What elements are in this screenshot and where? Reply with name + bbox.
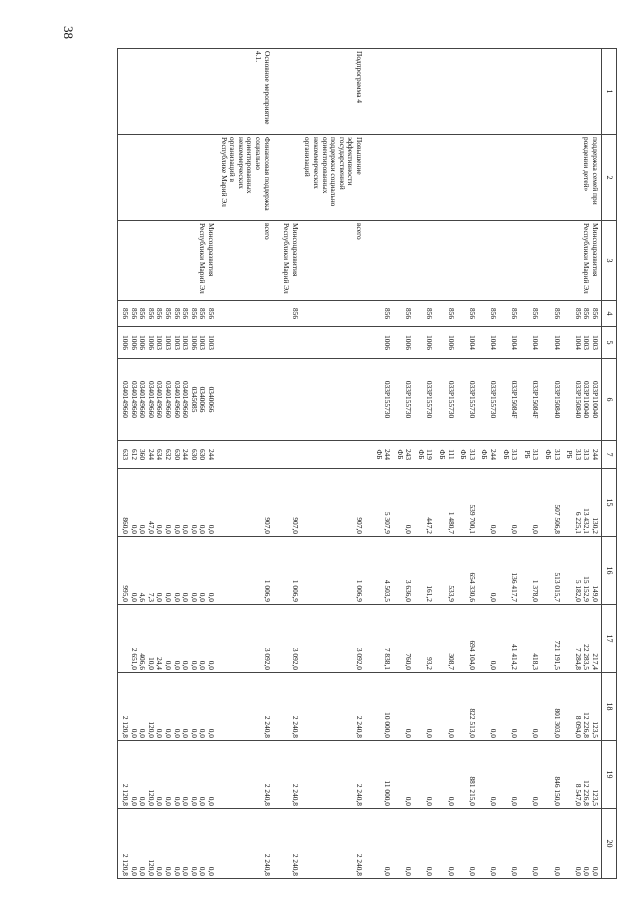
page-number: 38 [61, 26, 76, 39]
cell-20: 0,0 [520, 809, 541, 879]
cell-5: 1004 [499, 327, 520, 359]
cell-19: 846 150,0 [541, 741, 562, 809]
cell-6: 033Р15084F [499, 359, 520, 441]
cell-4: 856 [372, 301, 393, 327]
cell-6: 0340066 0340066 0345085 0340149660 0340149660 0340149660 0340149660 0340149660 0340149660 0340149660 0340149660 [118, 359, 217, 441]
cell-5: 1006 [393, 327, 414, 359]
column-header-17: 17 [602, 605, 617, 673]
cell-name [541, 135, 562, 221]
cell-name [280, 135, 301, 221]
cell-status [541, 49, 562, 135]
cell-5 [280, 327, 301, 359]
cell-17: 3 092,0 [217, 605, 280, 673]
cell-7: 119 ФБ [414, 441, 435, 469]
cell-20: 2 240,8 [217, 809, 280, 879]
column-header-20: 20 [602, 809, 617, 879]
cell-18: 0,0 [414, 673, 435, 741]
cell-status [393, 49, 414, 135]
table-row [457, 49, 478, 879]
cell-16: 533,9 [436, 537, 457, 605]
cell-name [499, 135, 520, 221]
cell-16: 161,2 [414, 537, 435, 605]
cell-4: 856 [499, 301, 520, 327]
cell-name [457, 135, 478, 221]
cell-status: Подпрограмма 4 [301, 49, 372, 135]
cell-17: 3 092,0 [301, 605, 372, 673]
cell-5 [217, 327, 280, 359]
cell-4: 856 [520, 301, 541, 327]
column-header-7: 7 [602, 441, 617, 469]
cell-6: 033Р15084F [520, 359, 541, 441]
cell-20: 2 240,8 [301, 809, 372, 879]
cell-4: 856 856 856 [563, 301, 602, 327]
cell-5: 1006 [414, 327, 435, 359]
cell-7 [301, 441, 372, 469]
cell-executor [520, 221, 541, 301]
cell-status [457, 49, 478, 135]
table-row [118, 49, 217, 879]
cell-7: 244 630 630 244 630 632 634 244 360 612 633 [118, 441, 217, 469]
cell-15: 507 506,8 [541, 469, 562, 537]
cell-status [520, 49, 541, 135]
cell-16: 149,0 15 152,9 5 182,0 [563, 537, 602, 605]
column-header-19: 19 [602, 741, 617, 809]
cell-18: 0,0 [478, 673, 499, 741]
cell-name: Повышение эффективности государственной поддержки социально ориентированных некоммерческих организаций [301, 135, 372, 221]
cell-executor [414, 221, 435, 301]
cell-15: 0,0 [393, 469, 414, 537]
cell-5: 1006 [372, 327, 393, 359]
cell-status [499, 49, 520, 135]
cell-5: 1004 [478, 327, 499, 359]
cell-18: 123,5 12 226,8 8 094,0 [563, 673, 602, 741]
cell-5 [301, 327, 372, 359]
cell-17: 0,0 0,0 0,0 0,0 0,0 0,0 24,4 10,0 406,6 2 651,0 [118, 605, 217, 673]
cell-4: 856 [414, 301, 435, 327]
cell-7: 244 313 313 РБ [563, 441, 602, 469]
cell-17: 760,0 [393, 605, 414, 673]
column-header-15: 15 [602, 469, 617, 537]
cell-6: 033Р155730 [414, 359, 435, 441]
cell-20: 0,0 0,0 0,0 [563, 809, 602, 879]
cell-18: 801 303,0 [541, 673, 562, 741]
cell-16: 4 503,5 [372, 537, 393, 605]
cell-15: 447,2 [414, 469, 435, 537]
cell-18: 2 240,8 [301, 673, 372, 741]
cell-16: 654 330,6 [457, 537, 478, 605]
cell-4: 856 [280, 301, 301, 327]
cell-executor: Минсоцразвития Республики Марий Эл [563, 221, 602, 301]
cell-20: 0,0 [541, 809, 562, 879]
cell-7 [217, 441, 280, 469]
cell-4: 856 [393, 301, 414, 327]
cell-17: 418,3 [520, 605, 541, 673]
cell-executor: всего [217, 221, 280, 301]
cell-executor [393, 221, 414, 301]
cell-executor [499, 221, 520, 301]
cell-19: 2 240,8 [280, 741, 301, 809]
cell-name: Финансовая поддержка социально ориентированных некоммерческих организаций в Республике Марий Эл [217, 135, 280, 221]
cell-17: 7 838,1 [372, 605, 393, 673]
cell-20: 0,0 [372, 809, 393, 879]
cell-20: 0,0 [499, 809, 520, 879]
cell-15: 0,0 [499, 469, 520, 537]
cell-name [118, 135, 217, 221]
cell-20: 0,0 [436, 809, 457, 879]
cell-7: 244 ФБ [478, 441, 499, 469]
cell-17: 217,4 22 283,5 7 284,8 [563, 605, 602, 673]
cell-20: 0,0 0,0 0,0 0,0 0,0 0,0 0,0 120,0 0,0 0,0 2 120,8 [118, 809, 217, 879]
table-row [520, 49, 541, 879]
column-header-6: 6 [602, 359, 617, 441]
cell-status [436, 49, 457, 135]
cell-name [372, 135, 393, 221]
cell-name [478, 135, 499, 221]
cell-status [478, 49, 499, 135]
cell-18: 0,0 [436, 673, 457, 741]
cell-19: 0,0 [393, 741, 414, 809]
cell-16: 1 006,9 [301, 537, 372, 605]
cell-18: 10 000,0 [372, 673, 393, 741]
column-header-18: 18 [602, 673, 617, 741]
cell-16: 513 015,7 [541, 537, 562, 605]
cell-5: 1003 1003 1006 1003 1003 1003 1003 1006 1006 1006 1006 [118, 327, 217, 359]
cell-15: 0,0 [478, 469, 499, 537]
cell-17: 308,7 [436, 605, 457, 673]
cell-16: 0,0 0,0 0,0 0,0 0,0 0,0 0,0 7,3 4,6 0,0 995,0 [118, 537, 217, 605]
cell-5: 1004 [457, 327, 478, 359]
column-header-1: 1 [602, 49, 617, 135]
cell-18: 822 513,0 [457, 673, 478, 741]
column-header-2: 2 [602, 135, 617, 221]
cell-6 [301, 359, 372, 441]
cell-19: 0,0 [478, 741, 499, 809]
cell-7: 244 ФБ [372, 441, 393, 469]
cell-20: 0,0 [457, 809, 478, 879]
cell-20: 0,0 [393, 809, 414, 879]
table-body [118, 49, 602, 879]
table-row [393, 49, 414, 879]
cell-15: 1 480,7 [436, 469, 457, 537]
cell-name: поддержка семей при рождении детей» [563, 135, 602, 221]
cell-5: 1006 [436, 327, 457, 359]
cell-17: 694 104,0 [457, 605, 478, 673]
cell-6 [280, 359, 301, 441]
cell-4: 856 [457, 301, 478, 327]
cell-4: 856 [541, 301, 562, 327]
cell-20: 2 240,8 [280, 809, 301, 879]
cell-6 [217, 359, 280, 441]
table-row [217, 49, 280, 879]
cell-status [280, 49, 301, 135]
table-row [280, 49, 301, 879]
column-header-row [602, 49, 617, 879]
cell-20: 0,0 [478, 809, 499, 879]
cell-7: 313 РБ [520, 441, 541, 469]
cell-19: 2 240,8 [301, 741, 372, 809]
cell-19: 881 215,0 [457, 741, 478, 809]
table-row [541, 49, 562, 879]
cell-6: 033Р150840 [541, 359, 562, 441]
cell-executor [478, 221, 499, 301]
cell-20: 0,0 [414, 809, 435, 879]
cell-4: 856 [478, 301, 499, 327]
cell-executor [541, 221, 562, 301]
cell-16: 1 006,9 [280, 537, 301, 605]
cell-name [520, 135, 541, 221]
cell-17: 93,2 [414, 605, 435, 673]
cell-executor [436, 221, 457, 301]
column-header-3: 3 [602, 221, 617, 301]
cell-6: 033Р155730 [393, 359, 414, 441]
cell-15: 5 307,9 [372, 469, 393, 537]
table-row [478, 49, 499, 879]
cell-7: 111 ФБ [436, 441, 457, 469]
cell-15: 907,0 [217, 469, 280, 537]
table-row [301, 49, 372, 879]
budget-table [118, 48, 618, 879]
cell-4 [217, 301, 280, 327]
cell-status [563, 49, 602, 135]
cell-7: 313 ФБ [541, 441, 562, 469]
cell-19: 0,0 [436, 741, 457, 809]
cell-17: 0,0 [478, 605, 499, 673]
cell-executor [457, 221, 478, 301]
cell-18: 2 240,8 [280, 673, 301, 741]
column-header-16: 16 [602, 537, 617, 605]
cell-6: 033Р110040 033Р110040 033Р150840 [563, 359, 602, 441]
budget-table-sheet [117, 48, 617, 878]
table-row [372, 49, 393, 879]
table-row [414, 49, 435, 879]
cell-15: 539 700,1 [457, 469, 478, 537]
cell-6: 033Р155730 [436, 359, 457, 441]
cell-6: 033Р155730 [457, 359, 478, 441]
cell-4: 856 [436, 301, 457, 327]
cell-executor [372, 221, 393, 301]
cell-7 [280, 441, 301, 469]
cell-19: 0,0 [414, 741, 435, 809]
cell-18: 0,0 [499, 673, 520, 741]
cell-7: 313 ФБ [499, 441, 520, 469]
cell-executor: Минсоцразвития Республики Марий Эл [280, 221, 301, 301]
cell-19: 0,0 0,0 0,0 0,0 0,0 0,0 0,0 120,0 0,0 0,0 2 120,8 [118, 741, 217, 809]
cell-15: 0,0 [520, 469, 541, 537]
cell-name [414, 135, 435, 221]
cell-19: 2 240,8 [217, 741, 280, 809]
cell-18: 0,0 [393, 673, 414, 741]
cell-19: 123,5 12 226,8 8 547,0 [563, 741, 602, 809]
cell-status [118, 49, 217, 135]
cell-executor: Минсоцразвития Республики Марий Эл [118, 221, 217, 301]
cell-name [436, 135, 457, 221]
cell-16: 3 636,0 [393, 537, 414, 605]
cell-16: 136 417,7 [499, 537, 520, 605]
cell-4: 856 856 856 856 856 856 856 856 856 856 856 [118, 301, 217, 327]
cell-19: 11 000,0 [372, 741, 393, 809]
cell-5: 1004 [541, 327, 562, 359]
cell-19: 0,0 [499, 741, 520, 809]
table-row [499, 49, 520, 879]
cell-16: 0,0 [478, 537, 499, 605]
cell-executor: всего [301, 221, 372, 301]
cell-7: 313 ФБ [457, 441, 478, 469]
cell-15: 0,0 0,0 0,0 0,0 0,0 0,0 0,0 47,0 0,0 0,0 860,0 [118, 469, 217, 537]
column-header-4: 4 [602, 301, 617, 327]
cell-4 [301, 301, 372, 327]
cell-17: 721 191,5 [541, 605, 562, 673]
cell-19: 0,0 [520, 741, 541, 809]
cell-6: 033Р155730 [372, 359, 393, 441]
table-row [436, 49, 457, 879]
cell-15: 907,0 [280, 469, 301, 537]
cell-15: 130,2 13 432,1 6 225,1 [563, 469, 602, 537]
cell-17: 3 092,0 [280, 605, 301, 673]
cell-5: 1003 1003 1004 [563, 327, 602, 359]
cell-15: 907,0 [301, 469, 372, 537]
cell-16: 1 378,0 [520, 537, 541, 605]
cell-7: 243 ФБ [393, 441, 414, 469]
cell-16: 1 006,9 [217, 537, 280, 605]
cell-18: 0,0 0,0 0,0 0,0 0,0 0,0 0,0 120,0 0,0 0,0 2 120,8 [118, 673, 217, 741]
table-row [563, 49, 602, 879]
cell-status [414, 49, 435, 135]
cell-status [372, 49, 393, 135]
cell-18: 0,0 [520, 673, 541, 741]
cell-5: 1004 [520, 327, 541, 359]
cell-18: 2 240,8 [217, 673, 280, 741]
column-header-5: 5 [602, 327, 617, 359]
cell-name [393, 135, 414, 221]
cell-6: 033Р155730 [478, 359, 499, 441]
cell-status: Основное мероприятие 4.1. [217, 49, 280, 135]
cell-17: 41 414,2 [499, 605, 520, 673]
